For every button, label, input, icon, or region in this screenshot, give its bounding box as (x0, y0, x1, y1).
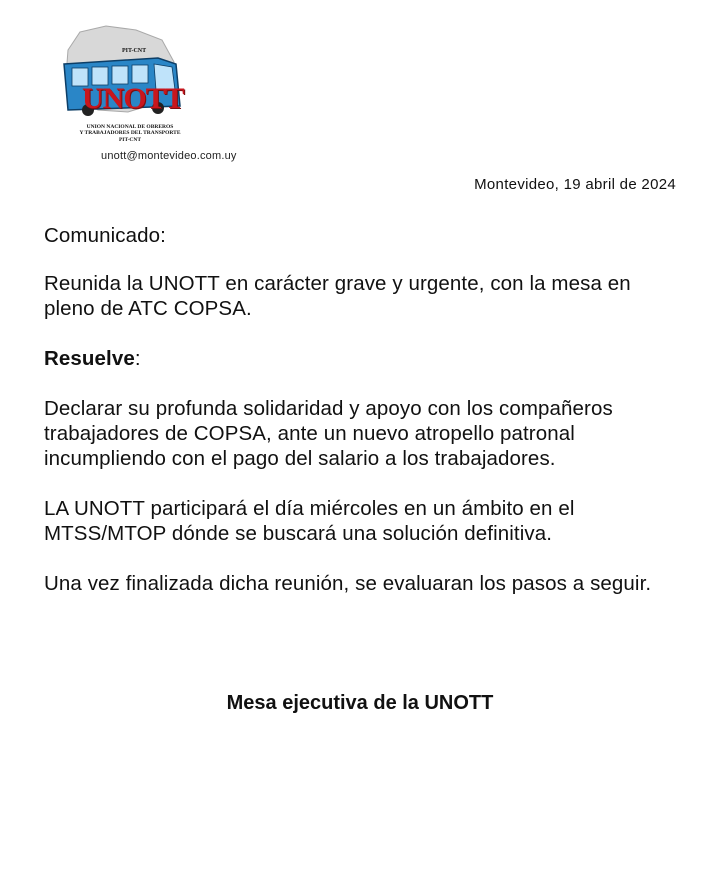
resuelve-colon: : (134, 347, 141, 370)
paragraph-meeting: LA UNOTT participará el día miércoles en un ámbito en el MTSS/MTOP dónde se buscará una solución definitiva. (44, 497, 575, 545)
resuelve-label: Resuelve (44, 347, 135, 370)
communique-body (44, 223, 684, 596)
signature: Mesa ejecutiva de la UNOTT (226, 692, 494, 714)
logo-line-1: UNION NACIONAL DE OBREROS (86, 124, 174, 130)
unott-logo (58, 24, 198, 146)
logo-badge: PIT-CNT (122, 48, 147, 54)
communique-heading: Comunicado: (44, 224, 166, 247)
resuelve-line (44, 346, 684, 371)
logo-word: UNOTT (82, 82, 184, 115)
logo-line-3: PIT-CNT (118, 136, 142, 143)
document-date: Montevideo, 19 abril de 2024 (474, 176, 676, 193)
logo-line-2: Y TRABAJADORES DEL TRANSPORTE (79, 130, 181, 137)
paragraph-next-steps: Una vez finalizada dicha reunión, se evaluaran los pasos a seguir. (44, 572, 652, 595)
intro-paragraph: Reunida la UNOTT en carácter grave y urgente, con la mesa en pleno de ATC COPSA. (44, 272, 631, 320)
email-address: unott@montevideo.com.uy (101, 150, 237, 162)
paragraph-solidarity: Declarar su profunda solidaridad y apoyo con los compañeros trabajadores de COPSA, ante un nuevo atropello patronal incumpliendo con el pago del salario a los trabajadores. (44, 397, 613, 470)
